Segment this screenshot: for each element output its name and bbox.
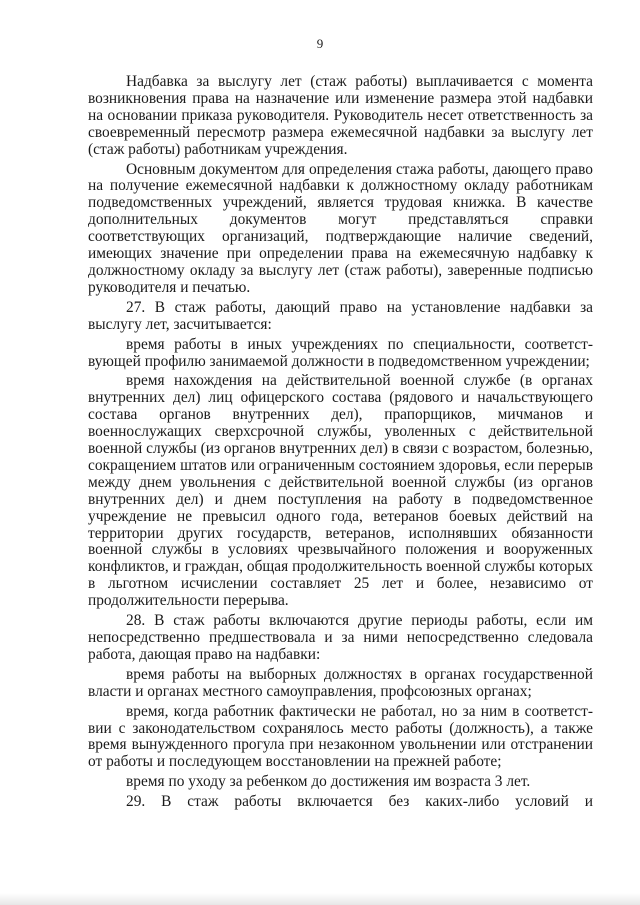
document-body <box>88 74 593 811</box>
page-number: 9 <box>316 36 324 51</box>
paragraph-retained-workplace: время, когда работник фактически не работал, но за ним в соответствии с законодательством сохранялось место работы (должность), а также время вынужденного прогула при незаконном увольнении или отстранении от работы и последующем восстановлении на прежней работе; <box>88 702 593 771</box>
paragraph-elected-positions: время работы на выборных должностях в органах государственной власти и органах местного самоуправления, профсоюзных органах; <box>88 665 593 700</box>
paragraph-item-29: 29. В стаж работы включается без каких-либо условий и <box>126 793 593 811</box>
paragraph-childcare: время по уходу за ребенком до достижения им возраста 3 лет. <box>126 773 531 791</box>
paragraph-item-28: 28. В стаж работы включаются другие периоды работы, если им непосредственно предшествовала и за ними непосредственно следовала работа, дающая право на надбавки: <box>88 612 593 663</box>
paragraph-bonus-payment: Надбавка за выслугу лет (стаж работы) выплачивается с момента возникновения права на назначение или изменение размера этой надбавки на основании приказа руководителя. Руководитель несет ответственность за своевременный пересмотр размера ежемесячной надбавки за выслугу лет (стаж работы) работникам учреждения. <box>88 73 593 158</box>
paragraph-main-document: Основным документом для определения стажа работы, дающего право на получение ежемесячной надбавки к должностному окладу работникам подведомственных учреждений, является трудовая книжка. В качестве дополнительных документов могут представляться справки соответствующих организаций, подтверждающие наличие сведений, имеющих значение при определении права на ежемесячную надбавку к должностному окладу за выслугу лет (стаж работы), заверенные подписью руководителя и печатью. <box>88 160 593 296</box>
paragraph-item-27: 27. В стаж работы, дающий право на установление надбавки за выслугу лет, засчитывается: <box>88 298 593 333</box>
scan-bottom-edge <box>0 893 640 905</box>
paragraph-military-service: время нахождения на действительной военной службе (в органах внутренних дел) лиц офицерского состава (рядового и начальствующего состава органов внутренних дел), прапорщиков, мичманов и военнослужащих сверхсрочной службы, уволенных с действительной военной службы (из органов внутренних дел) в связи с возрастом, болезнью, сокращением штатов или ограниченным состоянием здоровья, если перерыв между днем увольнения с действительной военной службы (из органов внутренних дел) и днем поступления на работу в подведомственное учреждение не превысил одного года, ветеранов боевых действий на территории других государств, ветеранов, исполнявших обязанности военной службы в условиях чрезвычайного положения и вооруженных конфликтов, и граждан, общая продолжительность военной службы которых в льготном исчислении составляет 25 лет и более, независимо от продолжительности перерыва. <box>88 372 593 610</box>
paragraph-work-other-institutions: время работы в иных учреждениях по специальности, соответствующей профилю занимаемой должности в подведомственном учреждении; <box>88 335 593 370</box>
